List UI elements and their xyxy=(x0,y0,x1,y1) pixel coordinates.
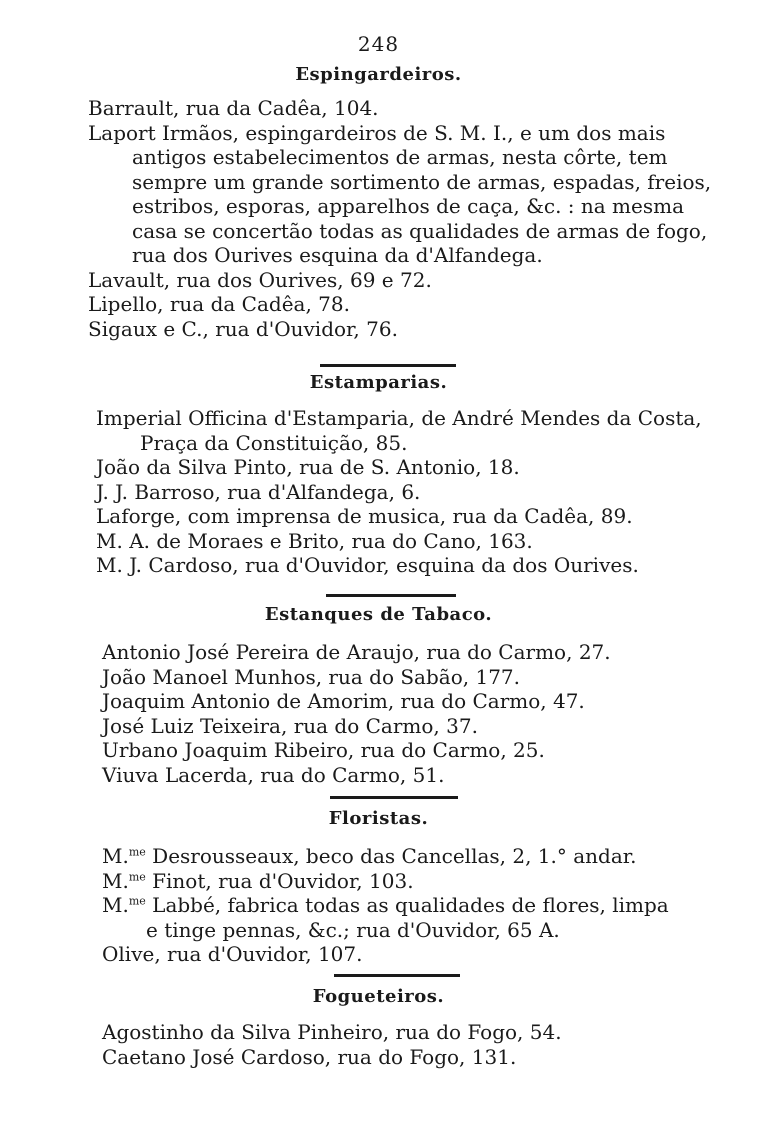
list-item: Imperial Officina d'Estamparia, de André Mendes da Costa, Praça da Constituição, 85. xyxy=(96,406,702,455)
section-estamparias xyxy=(0,372,757,577)
list-item: José Luiz Teixeira, rua do Carmo, 37. xyxy=(102,713,478,738)
section-divider xyxy=(330,796,458,799)
list-item: M. J. Cardoso, rua d'Ouvidor, esquina da dos Ourives. xyxy=(96,553,639,577)
list-item: Joaquim Antonio de Amorim, rua do Carmo, 47. xyxy=(102,689,585,713)
section-floristas xyxy=(0,808,757,966)
list-item: Sigaux e C., rua d'Ouvidor, 76. xyxy=(88,316,398,341)
list-item: Barrault, rua da Cadêa, 104. xyxy=(88,96,379,120)
section-title: Espingardeiros. xyxy=(295,64,462,85)
section-title: Fogueteiros. xyxy=(312,986,445,1007)
list-item: Lavault, rua dos Ourives, 69 e 72. xyxy=(88,267,432,292)
section-title: Estamparias. xyxy=(309,372,448,393)
section-estanques xyxy=(0,604,757,787)
section-divider xyxy=(326,594,456,597)
list-item: Viuva Lacerda, rua do Carmo, 51. xyxy=(102,762,445,787)
list-item: M.$^{me}$ Desrousseaux, beco das Cancellas, 2, 1.° andar. xyxy=(102,844,637,868)
section-fogueteiros xyxy=(0,986,757,1069)
list-item: J. J. Barroso, rua d'Alfandega, 6. xyxy=(96,479,421,504)
section-espingardeiros xyxy=(0,64,757,341)
list-item: Caetano José Cardoso, rua do Fogo, 131. xyxy=(102,1044,517,1069)
section-title: Floristas. xyxy=(328,808,429,829)
list-item: João Manoel Munhos, rua do Sabão, 177. xyxy=(102,664,520,689)
section-divider xyxy=(334,974,460,977)
list-item: Agostinho da Silva Pinheiro, rua do Fogo, 54. xyxy=(102,1020,562,1044)
list-item: João da Silva Pinto, rua de S. Antonio, 18. xyxy=(96,455,520,479)
section-title: Estanques de Tabaco. xyxy=(264,604,493,625)
list-item: Laforge, com imprensa de musica, rua da Cadêa, 89. xyxy=(96,504,633,528)
list-item: Olive, rua d'Ouvidor, 107. xyxy=(102,942,363,966)
section-divider xyxy=(320,364,456,367)
list-item: M.$^{me}$ Finot, rua d'Ouvidor, 103. xyxy=(102,868,414,893)
list-item: M. A. de Moraes e Brito, rua do Cano, 163. xyxy=(96,528,533,553)
list-item: Urbano Joaquim Ribeiro, rua do Carmo, 25. xyxy=(102,738,545,762)
page-number: 248 xyxy=(357,32,400,56)
list-item: Laport Irmãos, espingardeiros de S. M. I., e um dos mais antigos estabelecimentos de armas, nesta côrte, tem sempre um grande sortimento de armas, espadas, freios, estribos, esporas, apparelhos de caça, &c. : na mesma casa se concertão todas as qualidades de armas de fogo, rua dos Ourives esquina da d'Alfandega. xyxy=(88,120,712,267)
list-item: Lipello, rua da Cadêa, 78. xyxy=(88,292,350,316)
list-item: Antonio José Pereira de Araujo, rua do Carmo, 27. xyxy=(102,640,611,664)
list-item: M.$^{me}$ Labbé, fabrica todas as qualidades de flores, limpa e tinge pennas, &c.; rua d'Ouvidor, 65 A. xyxy=(102,893,669,942)
